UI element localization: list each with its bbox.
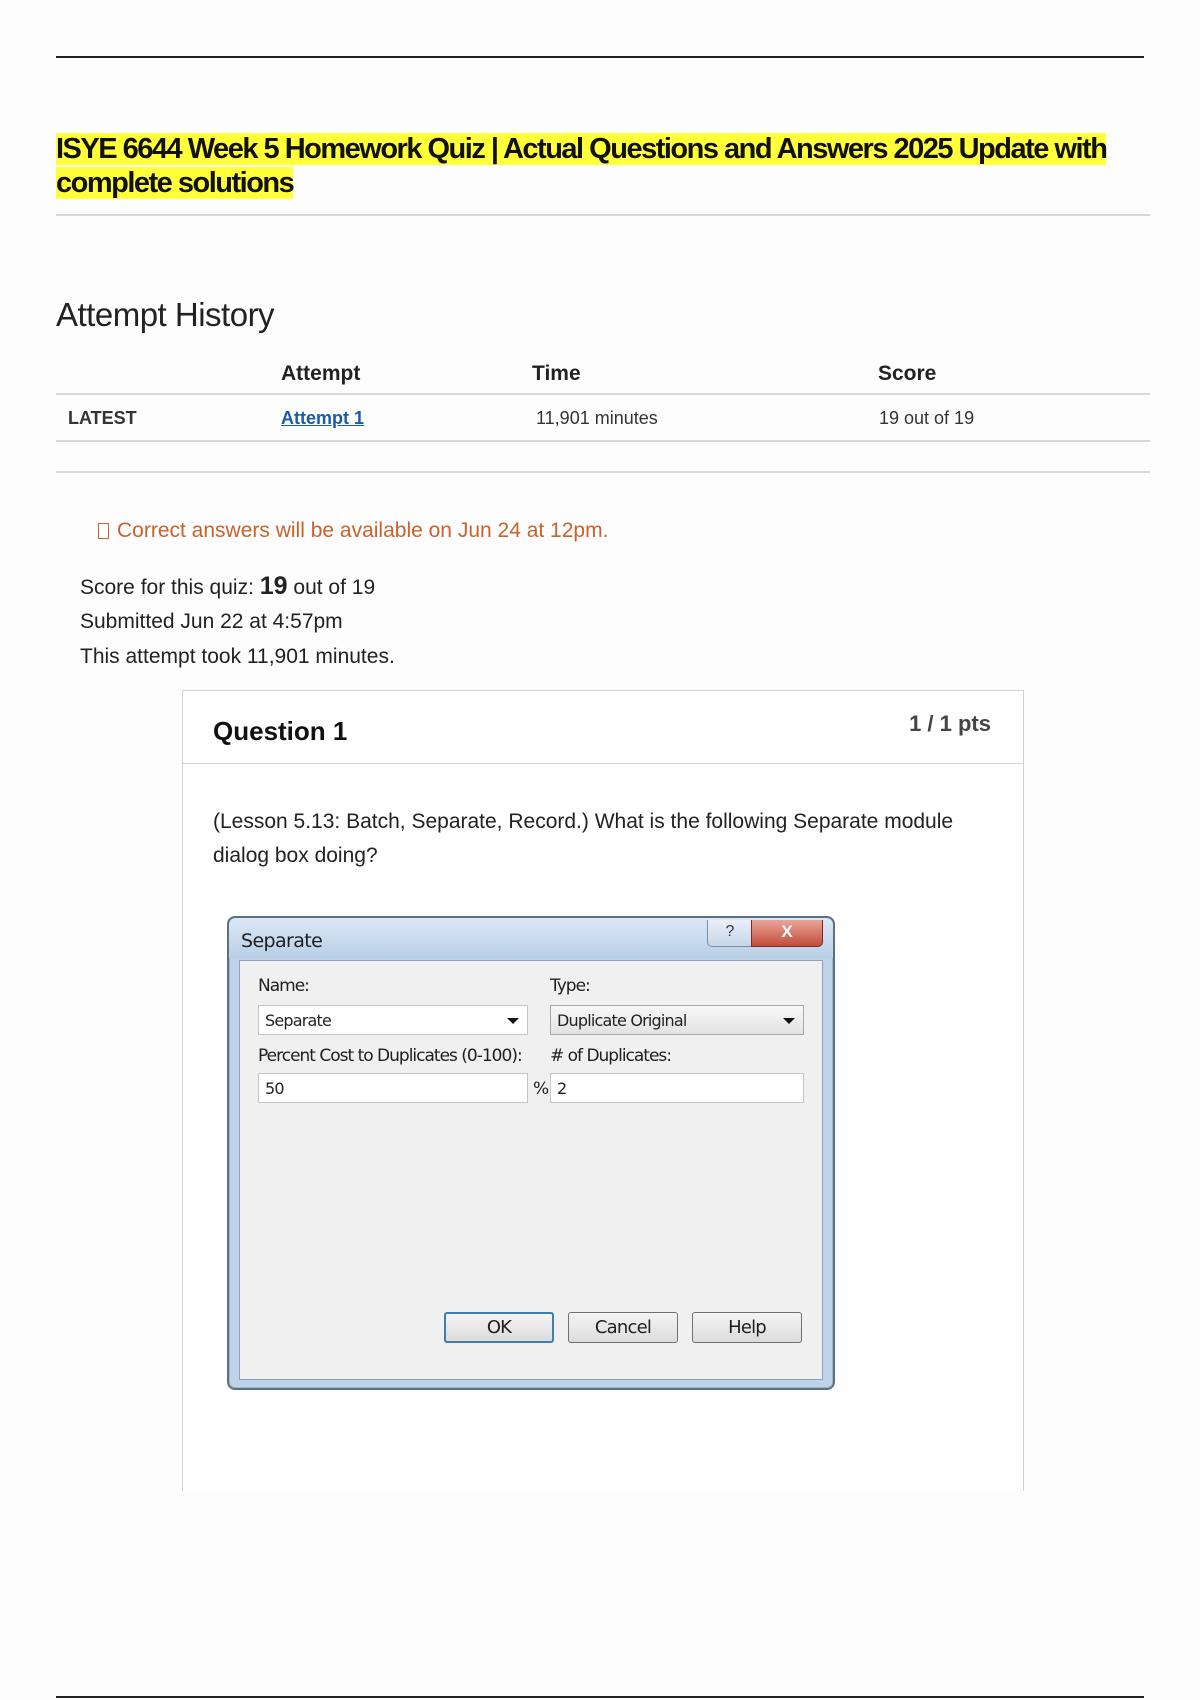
chevron-down-icon — [507, 1018, 519, 1024]
notice-text: Correct answers will be available on Jun 24 at 12pm. — [117, 519, 609, 542]
dialog-titlebar — [229, 918, 833, 958]
column-header-score: Score — [878, 362, 937, 385]
attempt-1-link[interactable]: Attempt 1 — [281, 408, 365, 428]
type-select — [550, 1005, 804, 1035]
help-button: Help — [692, 1312, 802, 1343]
duration-line: This attempt took 11,901 minutes. — [80, 645, 395, 668]
question-points: 1 / 1 pts — [909, 711, 991, 736]
column-header-attempt: Attempt — [281, 362, 361, 385]
name-select — [258, 1005, 528, 1035]
attempt-time: 11,901 minutes — [536, 408, 658, 428]
name-label: Name: — [258, 976, 309, 996]
score-prefix: Score for this quiz: — [80, 576, 254, 599]
document-title-text: ISYE 6644 Week 5 Homework Quiz | Actual Questions and Answers 2025 Update with complete solutions — [56, 133, 1107, 199]
bottom-rule — [56, 1696, 1144, 1698]
dialog-body — [239, 960, 823, 1380]
duplicates-label: # of Duplicates: — [550, 1046, 672, 1066]
chevron-down-icon — [783, 1018, 795, 1024]
attempt-history-heading: Attempt History — [56, 296, 275, 333]
type-label: Type: — [550, 976, 590, 996]
name-select-value: Separate — [265, 1011, 332, 1030]
percent-cost-field: 50 — [258, 1073, 528, 1103]
help-icon: ? — [707, 920, 753, 947]
attempt-score: 19 out of 19 — [879, 408, 975, 428]
score-value: 19 — [259, 572, 288, 600]
top-rule — [56, 56, 1144, 58]
question-text: (Lesson 5.13: Batch, Separate, Record.) What is the following Separate module dialog box doing? — [213, 810, 954, 867]
duplicates-field: 2 — [550, 1073, 804, 1103]
type-select-value: Duplicate Original — [557, 1011, 687, 1030]
column-header-time: Time — [532, 362, 581, 385]
row-label-latest: LATEST — [68, 408, 137, 428]
quiz-score-line — [80, 572, 375, 601]
percent-unit: % — [533, 1079, 549, 1099]
question-card — [182, 690, 1024, 1491]
question-header — [183, 691, 1023, 764]
document-title — [56, 132, 1146, 200]
table-row-divider — [56, 440, 1150, 442]
title-divider — [56, 214, 1150, 216]
separate-dialog-screenshot — [227, 916, 835, 1390]
dialog-title: Separate — [241, 930, 323, 952]
ok-button: OK — [444, 1312, 554, 1343]
percent-cost-label: Percent Cost to Duplicates (0-100): — [258, 1046, 522, 1066]
cancel-button: Cancel — [568, 1312, 678, 1343]
info-icon — [98, 523, 109, 539]
correct-answers-notice — [98, 519, 608, 543]
close-icon: X — [751, 920, 823, 947]
section-divider — [56, 471, 1150, 473]
submitted-line: Submitted Jun 22 at 4:57pm — [80, 610, 343, 633]
question-title: Question 1 — [213, 716, 348, 746]
score-suffix: out of 19 — [293, 576, 376, 599]
table-header-divider — [56, 393, 1150, 395]
